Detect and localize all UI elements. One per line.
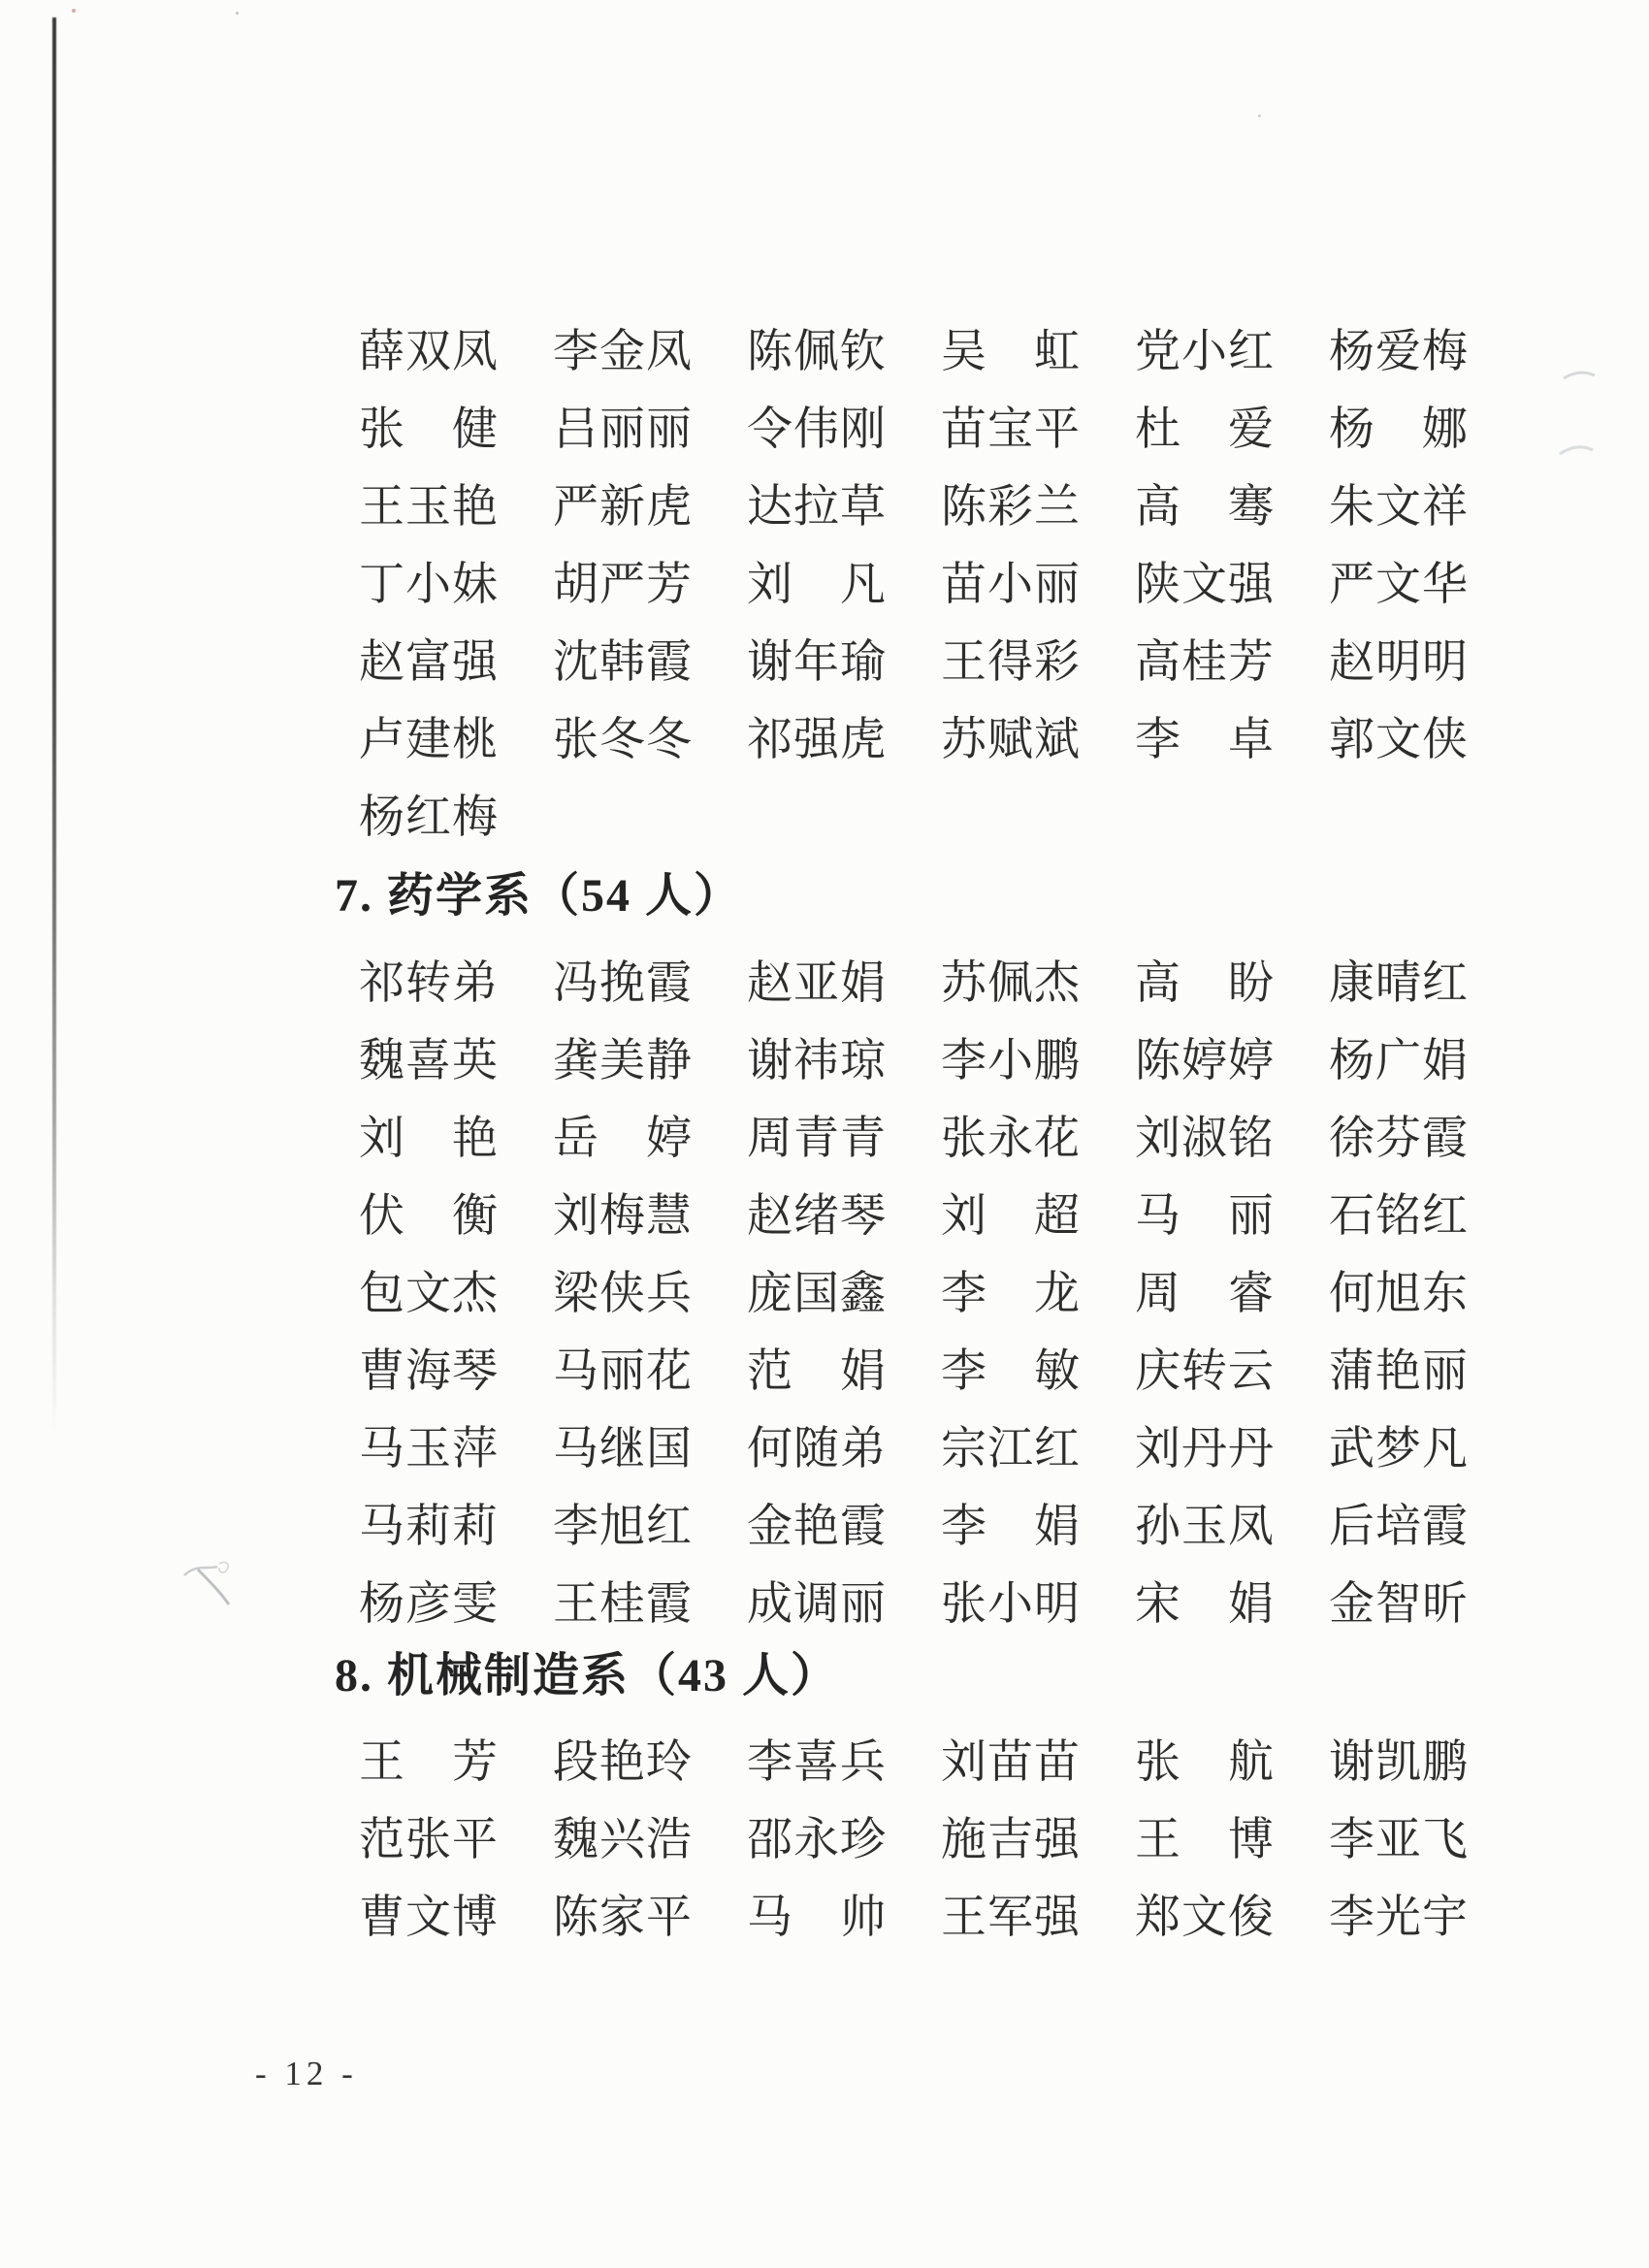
person-name: 薛双凤	[359, 326, 499, 377]
name-row	[359, 1483, 1523, 1561]
name-row	[359, 541, 1523, 619]
person-name: 庆转云	[1135, 1345, 1275, 1397]
scan-speck-artifact	[72, 9, 76, 13]
name-row	[359, 940, 1523, 1018]
person-name: 高 骞	[1135, 481, 1275, 533]
person-name: 何随弟	[747, 1423, 887, 1474]
person-name: 刘丹丹	[1135, 1423, 1275, 1474]
person-name: 刘 超	[941, 1190, 1081, 1242]
person-name: 王 博	[1135, 1814, 1275, 1865]
person-name: 成调丽	[747, 1578, 887, 1630]
name-row	[359, 1406, 1523, 1483]
person-name: 李金凤	[553, 326, 693, 377]
person-name: 杨爱梅	[1329, 326, 1469, 377]
person-name: 施吉强	[941, 1814, 1081, 1865]
person-name: 杨彦雯	[359, 1578, 499, 1630]
person-name: 陈婷婷	[1135, 1035, 1275, 1086]
person-name: 杨红梅	[359, 792, 499, 843]
name-row	[359, 1874, 1523, 1952]
person-name: 苗小丽	[941, 559, 1081, 610]
person-name: 周青青	[747, 1113, 887, 1164]
person-name: 陈佩钦	[747, 326, 887, 377]
person-name: 刘 艳	[359, 1113, 499, 1164]
person-name: 马丽花	[553, 1345, 693, 1397]
name-row	[359, 1561, 1523, 1638]
person-name: 马莉莉	[359, 1501, 499, 1552]
person-name: 苏佩杰	[941, 957, 1081, 1009]
person-name: 胡严芳	[553, 559, 693, 610]
section-8-header: 8. 机械制造系（43 人）	[335, 1649, 840, 1701]
person-name: 王军强	[941, 1892, 1081, 1943]
name-row	[359, 1250, 1523, 1328]
scan-speck-artifact	[236, 12, 239, 15]
person-name: 蒲艳丽	[1329, 1345, 1469, 1397]
pencil-scribble-artifact	[175, 1550, 262, 1618]
section-7-header: 7. 药学系（54 人）	[335, 869, 743, 922]
person-name: 李 娟	[941, 1501, 1081, 1552]
person-name: 丁小妹	[359, 559, 499, 610]
person-name: 严文华	[1329, 559, 1469, 610]
person-name: 金艳霞	[747, 1501, 887, 1552]
person-name: 康晴红	[1329, 957, 1469, 1009]
person-name: 朱文祥	[1329, 481, 1469, 533]
person-name: 范张平	[359, 1814, 499, 1865]
person-name: 张 航	[1135, 1736, 1275, 1788]
person-name: 金智昕	[1329, 1578, 1469, 1630]
person-name: 陈家平	[553, 1892, 693, 1943]
person-name: 杨 娜	[1329, 404, 1469, 455]
person-name: 张 健	[359, 404, 499, 455]
person-name: 郭文侠	[1329, 714, 1469, 765]
name-row	[359, 774, 1523, 852]
person-name: 陕文强	[1135, 559, 1275, 610]
person-name: 王 芳	[359, 1736, 499, 1788]
person-name: 何旭东	[1329, 1268, 1469, 1319]
scan-speck-artifact	[1258, 114, 1261, 117]
person-name: 龚美静	[553, 1035, 693, 1086]
person-name: 曹海琴	[359, 1345, 499, 1397]
person-name: 张小明	[941, 1578, 1081, 1630]
person-name: 赵富强	[359, 636, 499, 688]
person-name: 马 帅	[747, 1892, 887, 1943]
person-name: 冯挽霞	[553, 957, 693, 1009]
person-name: 李旭红	[553, 1501, 693, 1552]
person-name: 谢凯鹏	[1329, 1736, 1469, 1788]
person-name: 孙玉凤	[1135, 1501, 1275, 1552]
person-name: 宗江红	[941, 1423, 1081, 1474]
person-name: 后培霞	[1329, 1501, 1469, 1552]
name-row	[359, 1018, 1523, 1095]
ink-bleed-marks-artifact	[1550, 361, 1618, 477]
section-7-name-list	[359, 940, 1523, 1638]
person-name: 令伟刚	[747, 404, 887, 455]
person-name: 陈彩兰	[941, 481, 1081, 533]
person-name: 马继国	[553, 1423, 693, 1474]
person-name: 刘 凡	[747, 559, 887, 610]
person-name: 梁侠兵	[553, 1268, 693, 1319]
person-name: 达拉草	[747, 481, 887, 533]
name-row	[359, 697, 1523, 774]
name-row	[359, 386, 1523, 464]
person-name: 赵明明	[1329, 636, 1469, 688]
name-row	[359, 1328, 1523, 1406]
person-name: 苏赋斌	[941, 714, 1081, 765]
person-name: 马玉萍	[359, 1423, 499, 1474]
person-name: 高桂芳	[1135, 636, 1275, 688]
person-name: 宋 娟	[1135, 1578, 1275, 1630]
person-name: 赵绪琴	[747, 1190, 887, 1242]
person-name: 李 卓	[1135, 714, 1275, 765]
section-continued-name-list	[359, 308, 1523, 852]
name-row	[359, 1173, 1523, 1250]
section-8-name-list	[359, 1719, 1523, 1952]
person-name: 严新虎	[553, 481, 693, 533]
person-name: 张冬冬	[553, 714, 693, 765]
person-name: 高 盼	[1135, 957, 1275, 1009]
person-name: 李 敏	[941, 1345, 1081, 1397]
name-row	[359, 1797, 1523, 1874]
person-name: 马 丽	[1135, 1190, 1275, 1242]
person-name: 祁转弟	[359, 957, 499, 1009]
scan-line-artifact	[52, 17, 56, 1434]
person-name: 李亚飞	[1329, 1814, 1469, 1865]
person-name: 谢祎琼	[747, 1035, 887, 1086]
person-name: 党小红	[1135, 326, 1275, 377]
person-name: 王得彩	[941, 636, 1081, 688]
name-row	[359, 1719, 1523, 1797]
person-name: 刘苗苗	[941, 1736, 1081, 1788]
person-name: 郑文俊	[1135, 1892, 1275, 1943]
person-name: 刘梅慧	[553, 1190, 693, 1242]
person-name: 伏 衡	[359, 1190, 499, 1242]
person-name: 祁强虎	[747, 714, 887, 765]
page-number: - 12 -	[255, 2055, 358, 2092]
person-name: 吕丽丽	[553, 404, 693, 455]
person-name: 吴 虹	[941, 326, 1081, 377]
person-name: 刘淑铭	[1135, 1113, 1275, 1164]
person-name: 包文杰	[359, 1268, 499, 1319]
person-name: 魏兴浩	[553, 1814, 693, 1865]
person-name: 李 龙	[941, 1268, 1081, 1319]
person-name: 王玉艳	[359, 481, 499, 533]
person-name: 武梦凡	[1329, 1423, 1469, 1474]
person-name: 魏喜英	[359, 1035, 499, 1086]
person-name: 杨广娟	[1329, 1035, 1469, 1086]
person-name: 杜 爱	[1135, 404, 1275, 455]
person-name: 岳 婷	[553, 1113, 693, 1164]
name-row	[359, 1095, 1523, 1173]
person-name: 沈韩霞	[553, 636, 693, 688]
person-name: 李小鹏	[941, 1035, 1081, 1086]
person-name: 赵亚娟	[747, 957, 887, 1009]
name-row	[359, 619, 1523, 697]
person-name: 徐芬霞	[1329, 1113, 1469, 1164]
person-name: 石铭红	[1329, 1190, 1469, 1242]
person-name: 苗宝平	[941, 404, 1081, 455]
person-name: 范 娟	[747, 1345, 887, 1397]
person-name: 邵永珍	[747, 1814, 887, 1865]
name-row	[359, 308, 1523, 386]
person-name: 周 睿	[1135, 1268, 1275, 1319]
person-name: 卢建桃	[359, 714, 499, 765]
person-name: 段艳玲	[553, 1736, 693, 1788]
person-name: 张永花	[941, 1113, 1081, 1164]
person-name: 王桂霞	[553, 1578, 693, 1630]
person-name: 李光宇	[1329, 1892, 1469, 1943]
person-name: 谢年瑜	[747, 636, 887, 688]
person-name: 李喜兵	[747, 1736, 887, 1788]
name-row	[359, 464, 1523, 541]
person-name: 曹文博	[359, 1892, 499, 1943]
person-name: 庞国鑫	[747, 1268, 887, 1319]
